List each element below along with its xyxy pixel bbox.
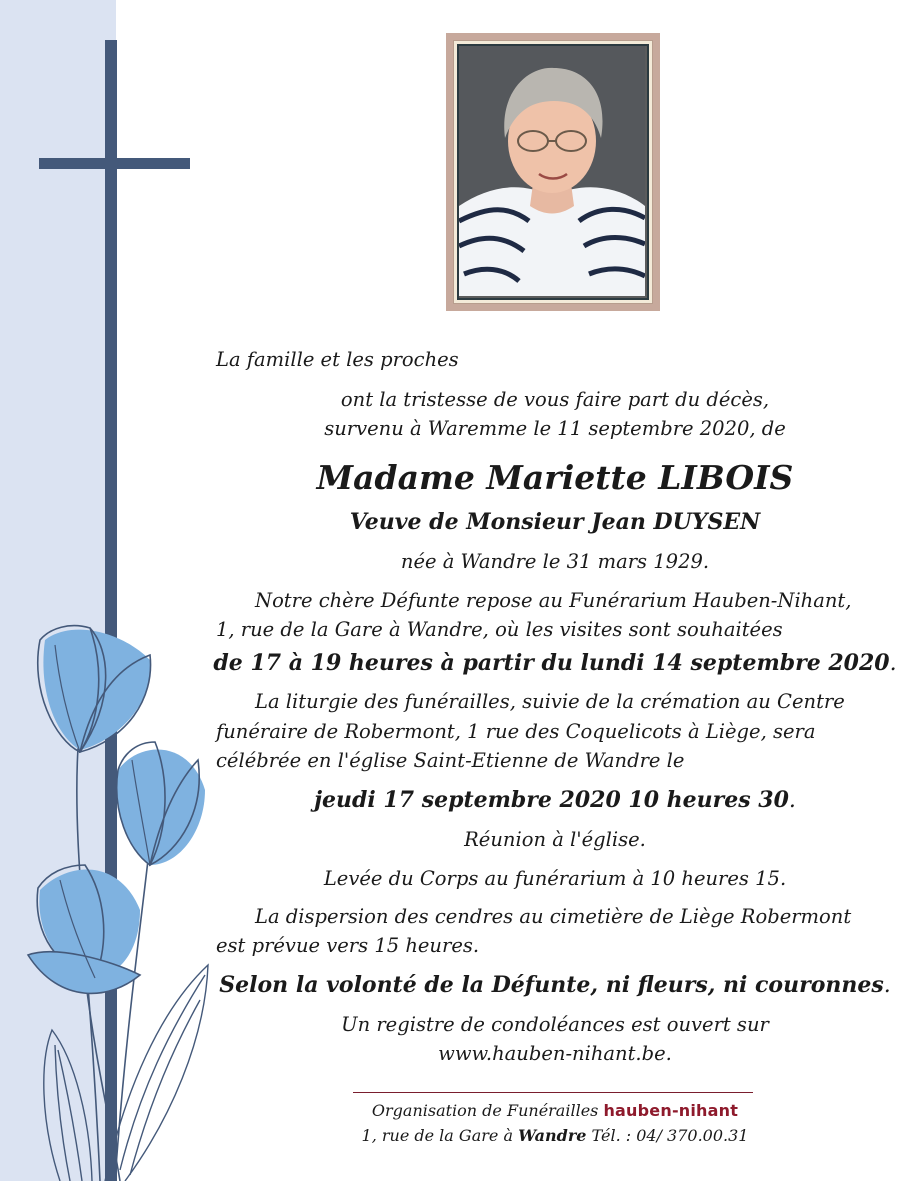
portrait-frame [446,33,660,311]
portrait-illustration [459,46,645,296]
footer-divider [353,1092,753,1093]
ceremony-datetime-period: . [788,788,796,813]
tulip-flower-middle [117,742,205,865]
dispersion-line-2: est prévue vers 15 heures. [216,934,480,957]
deceased-name: Madame Mariette LIBOIS [316,458,794,497]
no-flowers-text: Selon la volonté de la Défunte, ni fleurs, ni couronnes [219,972,884,998]
liturgy-line-3: célébrée en l'église Saint-Etienne de Wandre le [216,749,685,772]
liturgy-line-1: La liturgie des funérailles, suivie de la crémation au Centre [255,690,845,713]
cross-and-tulips-decoration [0,0,240,1181]
cross-vertical-bar [105,40,117,1181]
portrait-mat [453,40,653,304]
birth-info: née à Wandre le 31 mars 1929. [400,550,710,573]
footer-phone: Tél. : 04/ 370.00.31 [591,1126,749,1145]
no-flowers-wish [210,971,900,1000]
liturgy-line-2: funéraire de Robermont, 1 rue des Coquelicots à Liège, sera [216,720,816,743]
portrait-photo [457,44,649,300]
rest-line-1: Notre chère Défunte repose au Funérarium Hauben-Nihant, [255,589,852,612]
announce-line-1: ont la tristesse de vous faire part du décès, [340,388,770,411]
registry-website: www.hauben-nihant.be. [438,1042,672,1065]
rest-line-2: 1, rue de la Gare à Wandre, où les visites sont souhaitées [216,618,783,641]
meeting-info: Réunion à l'église. [464,828,646,851]
widow-of: Veuve de Monsieur Jean DUYSEN [349,509,761,535]
brand-logo-text: hauben-nihant [603,1101,739,1120]
cross-horizontal-bar [39,158,190,169]
visit-hours [210,649,900,678]
no-flowers-period: . [883,973,891,998]
dispersion-line-1: La dispersion des cendres au cimetière de Liège Robermont [255,905,852,928]
announce-line-2: survenu à Waremme le 11 septembre 2020, de [324,417,786,440]
ceremony-datetime [210,786,900,815]
intro-text: La famille et les proches [216,348,459,371]
tulip-flower-top [38,626,151,752]
tulip-leaves [44,965,208,1181]
ceremony-datetime-text: jeudi 17 septembre 2020 10 heures 30 [314,787,789,813]
organisation-label: Organisation de Funérailles [371,1101,599,1120]
address-prefix: 1, rue de la Gare à [361,1126,513,1145]
footer-address [210,1125,900,1147]
address-city: Wandre [518,1126,587,1145]
footer-organisation [210,1100,900,1122]
visit-hours-period: . [889,651,897,676]
registry-line-1: Un registre de condoléances est ouvert sur [341,1013,769,1036]
tulip-flower-lower [28,865,140,993]
visit-hours-text: de 17 à 19 heures à partir du lundi 14 septembre 2020 [213,650,890,676]
departure-info: Levée du Corps au funérarium à 10 heures 15. [323,867,787,890]
